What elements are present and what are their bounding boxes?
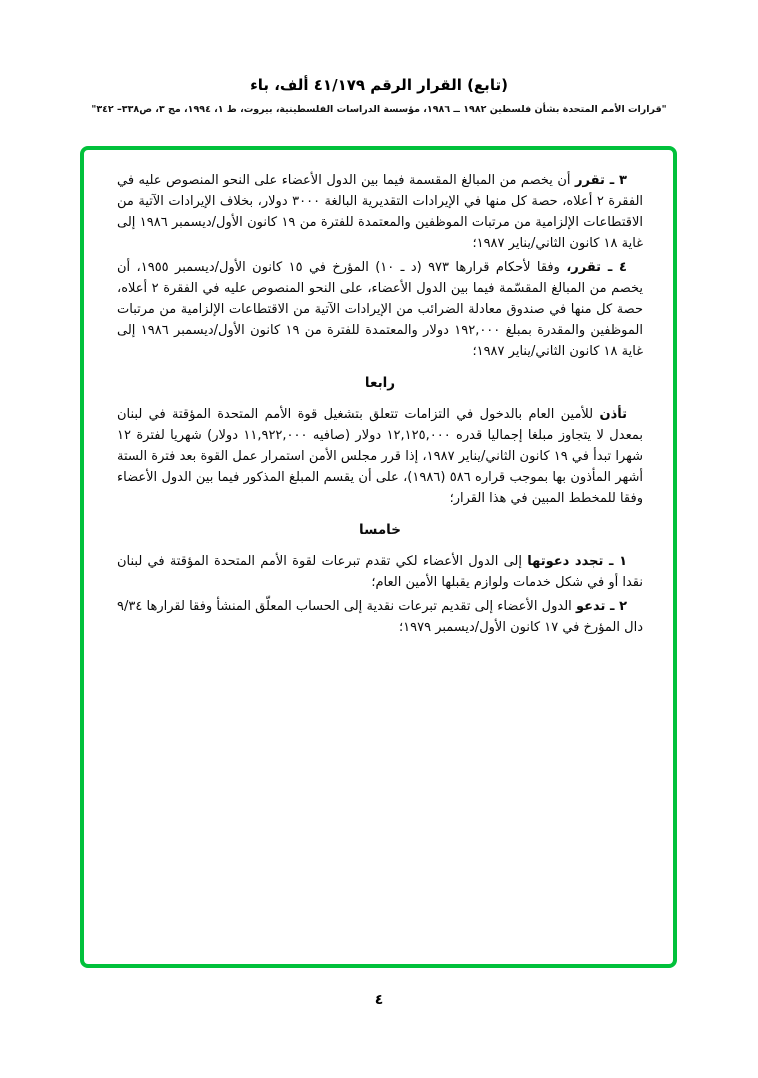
section-heading-five: خامسا — [359, 522, 401, 538]
paragraph-5-2-lead: ٢ ـ تدعو — [575, 599, 627, 614]
authorization-paragraph-lead: تأذن — [599, 407, 627, 422]
source-citation-line: "قرارات الأمم المتحدة بشأن فلسطين ١٩٨٢ ــ ١٩٨٦، مؤسسة الدراسات الفلسطينية، بيروت، ط ١، ١٩٩٤، مج ٣، ص٣٣٨– ٣٤٢" — [91, 104, 667, 115]
paragraph-3-lead: ٣ ـ تقرر — [575, 173, 627, 188]
authorization-paragraph — [117, 404, 643, 509]
paragraph-5-2-text: الدول الأعضاء إلى تقديم تبرعات نقدية إلى الحساب المعلّق المنشأ وفقا لقرارها ٩/٣٤ دال المؤرخ في ١٧ كانون الأول/ديسمبر ١٩٧٩؛ — [117, 599, 643, 635]
resolution-text — [117, 170, 643, 638]
page-title: (تابع) القرار الرقم ٤١/١٧٩ ألف، باء — [250, 76, 508, 94]
page-number: ٤ — [374, 992, 384, 1008]
authorization-paragraph-text: للأمين العام بالدخول في التزامات تتعلق بتشغيل قوة الأمم المتحدة المؤقتة في لبنان بمعدل لا يتجاوز مبلغا إجماليا قدره ١٢,١٢٥,٠٠٠ دولار (صافيه ١١,٩٢٢,٠٠٠ دولار) شهريا لفترة ١٢ شهرا تبدأ في ١٩ كانون الثاني/يناير ١٩٨٧، إذا قرر مجلس الأمن استمرار عمل القوة بعد فترة الستة أشهر المأذون بها بموجب قراره ٥٨٦ (١٩٨٦)، على أن يقسم المبلغ المذكور فيما بين الدول الأعضاء وفقا للمخطط المبين في هذا القرار؛ — [117, 407, 644, 506]
paragraph-5-2 — [117, 596, 643, 638]
paragraph-5-1-text: إلى الدول الأعضاء لكي تقدم تبرعات لقوة الأمم المتحدة المؤقتة في لبنان نقدا أو في شكل خدمات ولوازم يقبلها الأمين العام؛ — [117, 554, 643, 590]
paragraph-4-text: وفقا لأحكام قرارها ٩٧٣ (د ـ ١٠) المؤرخ في ١٥ كانون الأول/ديسمبر ١٩٥٥، أن يخصم من المبالغ المقسّمة فيما بين الدول الأعضاء، على النحو المنصوص عليه في الفقرة ٢ أعلاه، حصة كل منها في صندوق معادلة الضرائب من الإيرادات الآتية من الاقتطاعات الإلزامية من مرتبات الموظفين والمقدرة بمبلغ ١٩٢,٠٠٠ دولار والمعتمدة للفترة من ١٩ كانون الأول/ديسمبر ١٩٨٦ إلى غاية ١٨ كانون الثاني/يناير ١٩٨٧؛ — [117, 260, 643, 359]
paragraph-4 — [117, 257, 643, 362]
paragraph-3-text: أن يخصم من المبالغ المقسمة فيما بين الدول الأعضاء على النحو المنصوص عليه في الفقرة ٢ أعلاه، حصة كل منها في الإيرادات التقديرية البالغة ٣٠٠٠ دولار، بخلاف الإيرادات الآتية من الاقتطاعات الإلزامية من مرتبات الموظفين والمعتمدة للفترة من ١٩ كانون الأول/ديسمبر ١٩٨٦ إلى غاية ١٨ كانون الثاني/يناير ١٩٨٧؛ — [117, 173, 644, 251]
section-heading-four: رابعا — [364, 375, 396, 391]
paragraph-3 — [117, 170, 643, 254]
paragraph-5-1 — [117, 551, 643, 593]
content-frame — [80, 146, 677, 968]
paragraph-5-1-lead: ١ ـ تجدد دعوتها — [527, 554, 628, 569]
paragraph-4-lead: ٤ ـ تقرر، — [566, 260, 627, 275]
